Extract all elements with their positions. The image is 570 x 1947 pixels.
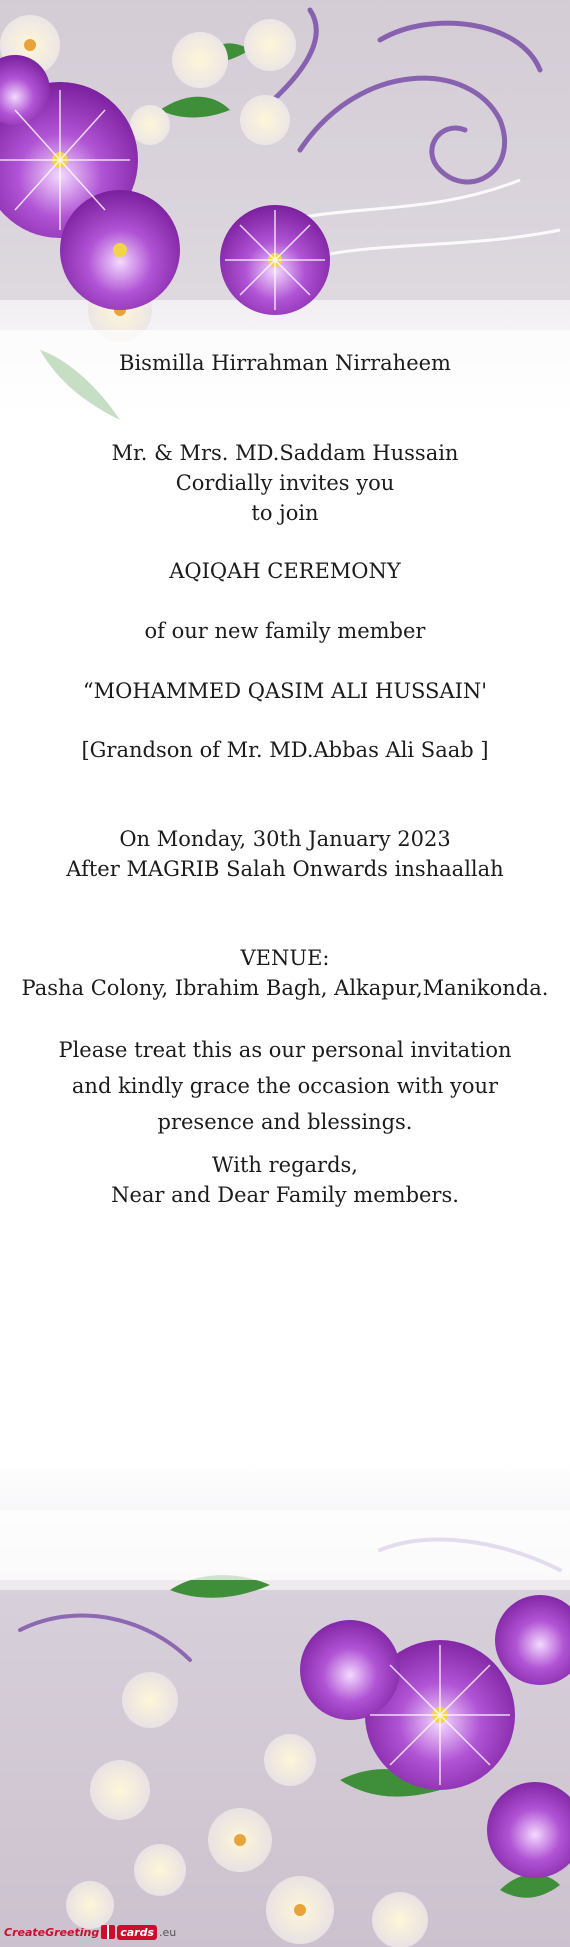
signature-line: Near and Dear Family members. xyxy=(111,1183,459,1207)
creategreetingcards-logo[interactable] xyxy=(4,1920,176,1944)
invites-line: Cordially invites you xyxy=(175,471,395,495)
family-member-line: of our new family member xyxy=(144,619,426,643)
logo-badge: cards xyxy=(117,1925,157,1940)
venue-address: Pasha Colony, Ibrahim Bagh, Alkapur,Manikonda. xyxy=(21,976,549,1000)
gift-icon xyxy=(101,1925,115,1939)
event-date: On Monday, 30th January 2023 xyxy=(119,827,451,851)
regards-line: With regards, xyxy=(212,1153,358,1177)
venue-label: VENUE: xyxy=(240,946,330,970)
hosts-line: Mr. & Mrs. MD.Saddam Hussain xyxy=(111,441,459,465)
bismilla-line: Bismilla Hirrahman Nirraheem xyxy=(119,351,451,375)
grandson-line: [Grandson of Mr. MD.Abbas Ali Saab ] xyxy=(81,738,489,762)
logo-text: CreateGreeting xyxy=(4,1925,100,1939)
child-name: “MOHAMMED QASIM ALI HUSSAIN' xyxy=(82,679,488,703)
event-title: AQIQAH CEREMONY xyxy=(169,559,401,583)
logo-tld: .eu xyxy=(159,1925,177,1939)
event-time: After MAGRIB Salah Onwards inshaallah xyxy=(66,857,504,881)
to-join-line: to join xyxy=(251,501,319,525)
invitation-request: Please treat this as our personal invitation and kindly grace the occasion with your presence and blessings. xyxy=(58,1038,512,1134)
